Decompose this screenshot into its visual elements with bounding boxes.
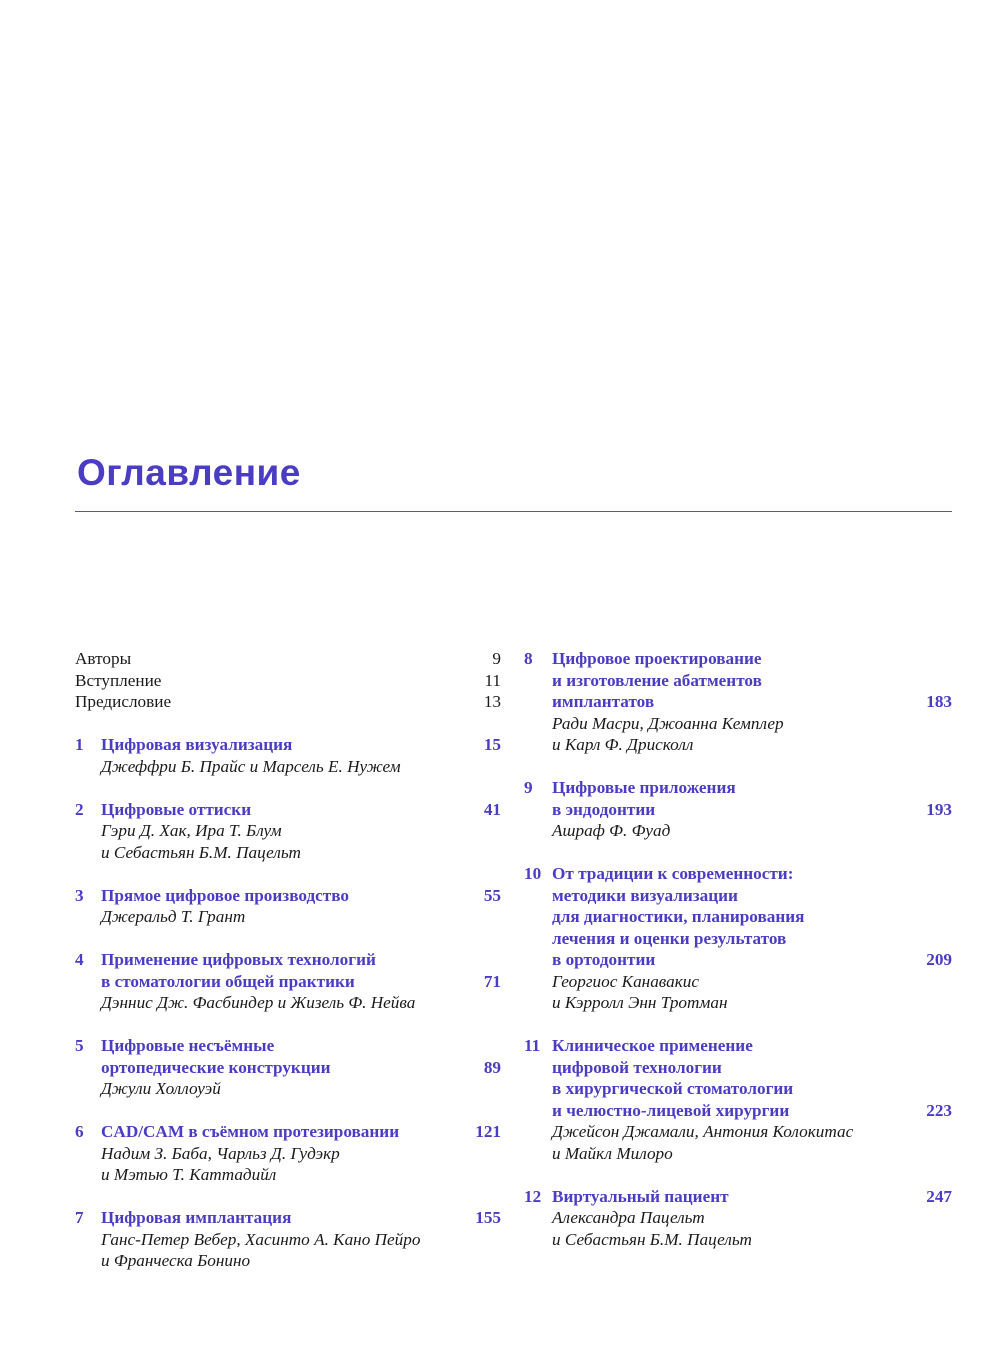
toc-front-entry (75, 648, 501, 670)
chapter-author-line (75, 756, 501, 778)
chapter-title-line (75, 1035, 501, 1057)
chapter-author-line (524, 1143, 952, 1165)
page-number: 41 (483, 799, 501, 819)
toc-chapter-entry (524, 863, 952, 1014)
page-number: 209 (926, 950, 952, 969)
chapter-number: 8 (524, 649, 533, 668)
toc-chapter-entry (75, 1035, 501, 1100)
chapter-title: лечения и оценки результатов (552, 928, 787, 948)
toc-chapter-entry (75, 1207, 501, 1272)
chapter-author-line (75, 1078, 501, 1100)
chapter-title: в хирургической стоматологии (552, 1079, 794, 1098)
spacer (524, 842, 952, 864)
chapter-number: 1 (75, 735, 84, 754)
page-number: 9 (492, 649, 501, 668)
chapter-authors: и Карл Ф. Дрисколл (552, 735, 694, 754)
chapter-title: Виртуальный пациент (552, 1186, 729, 1206)
chapter-authors: и Майкл Милоро (552, 1143, 673, 1163)
chapter-number: 6 (75, 1122, 84, 1141)
chapter-author-line (75, 820, 501, 842)
toc-chapter-entry (75, 734, 501, 777)
spacer (75, 713, 501, 735)
spacer (75, 928, 501, 950)
chapter-authors: Джеффри Б. Прайс и Марсель Е. Нужем (101, 756, 401, 776)
chapter-title: Применение цифровых технологий (101, 950, 376, 969)
chapter-title-line (524, 691, 952, 713)
page-number: 247 (926, 1186, 952, 1206)
chapter-authors: Джули Холлоуэй (101, 1079, 221, 1098)
page-number: 193 (926, 799, 952, 819)
chapter-title-line (75, 949, 501, 971)
chapter-title: в ортодонтии (552, 950, 656, 969)
front-matter-label: Вступление (75, 670, 162, 690)
chapter-authors: Георгиос Канавакис (552, 971, 699, 991)
chapter-authors: и Мэтью Т. Каттадийл (101, 1165, 277, 1184)
chapter-title-line (524, 670, 952, 692)
page-number: 15 (483, 735, 501, 754)
chapter-title-line (524, 1035, 952, 1057)
chapter-number: 4 (75, 950, 84, 969)
spacer (75, 1014, 501, 1036)
chapter-title: Цифровые несъёмные (101, 1036, 275, 1055)
chapter-title-line (75, 885, 501, 907)
chapter-title: цифровой технологии (552, 1057, 722, 1077)
chapter-author-line (524, 1121, 952, 1143)
chapter-number: 11 (524, 1036, 541, 1055)
chapter-title: Прямое цифровое производство (101, 885, 349, 905)
chapter-author-line (524, 820, 952, 842)
chapter-title: CAD/CAM в съёмном протезировании (101, 1122, 400, 1141)
chapter-title-line (524, 1186, 952, 1208)
chapter-authors: Ганс-Петер Вебер, Хасинто А. Кано Пейро (101, 1229, 421, 1249)
chapter-title: Цифровое проектирование (552, 649, 762, 668)
chapter-number: 10 (524, 864, 542, 883)
chapter-title: для диагностики, планирования (552, 907, 805, 926)
toc-right-column (524, 648, 952, 1250)
chapter-author-line (524, 713, 952, 735)
chapter-authors: Ашраф Ф. Фуад (552, 821, 671, 840)
chapter-authors: Надим З. Баба, Чарльз Д. Гудэкр (101, 1143, 340, 1163)
chapter-title: в стоматологии общей практики (101, 971, 355, 991)
chapter-title-line (75, 734, 501, 756)
toc-chapter-entry (75, 799, 501, 864)
chapter-author-line (524, 992, 952, 1014)
chapter-author-line (75, 906, 501, 928)
chapter-author-line (524, 734, 952, 756)
chapter-title: и челюстно-лицевой хирургии (552, 1100, 790, 1120)
chapter-number: 2 (75, 799, 84, 819)
toc-chapter-entry (524, 777, 952, 842)
chapter-title: Цифровые оттиски (101, 799, 252, 819)
chapter-title: и изготовление абатментов (552, 670, 762, 690)
spacer (75, 863, 501, 885)
chapter-author-line (524, 1207, 952, 1229)
chapter-title-line (524, 799, 952, 821)
chapter-author-line (524, 971, 952, 993)
chapter-title-line (75, 1057, 501, 1079)
chapter-number: 5 (75, 1036, 84, 1055)
spacer (524, 1014, 952, 1036)
chapter-author-line (75, 842, 501, 864)
chapter-title-line (524, 949, 952, 971)
chapter-number: 12 (524, 1186, 542, 1206)
chapter-title-line (524, 928, 952, 950)
front-matter-label: Предисловие (75, 692, 172, 711)
chapter-title-line (524, 777, 952, 799)
toc-front-entry (75, 691, 501, 713)
chapter-title: в эндодонтии (552, 799, 656, 819)
toc-chapter-entry (75, 1121, 501, 1186)
chapter-title: Цифровая визуализация (101, 735, 293, 754)
chapter-author-line (75, 992, 501, 1014)
page-number: 55 (483, 885, 501, 905)
chapter-authors: и Франческа Бонино (101, 1251, 251, 1270)
chapter-author-line (75, 1143, 501, 1165)
chapter-title-line (524, 648, 952, 670)
page-number: 183 (926, 692, 952, 711)
chapter-title-line (75, 799, 501, 821)
page-number: 155 (475, 1208, 501, 1227)
page-number: 11 (484, 670, 501, 690)
chapter-title-line (524, 885, 952, 907)
chapter-title: Цифровые приложения (552, 778, 736, 797)
chapter-title-line (524, 1100, 952, 1122)
front-matter-label: Авторы (75, 649, 132, 668)
chapter-title: ортопедические конструкции (101, 1057, 331, 1077)
chapter-number: 3 (75, 885, 84, 905)
spacer (75, 1186, 501, 1208)
chapter-author-line (75, 1164, 501, 1186)
chapter-number: 9 (524, 778, 533, 797)
toc-chapter-entry (524, 1186, 952, 1251)
chapter-authors: Джейсон Джамали, Антония Колокитас (552, 1122, 854, 1141)
chapter-author-line (75, 1250, 501, 1272)
spacer (524, 756, 952, 778)
chapter-title: Клиническое применение (552, 1036, 753, 1055)
chapter-title: методики визуализации (552, 885, 738, 905)
chapter-title-line (75, 971, 501, 993)
chapter-number: 7 (75, 1208, 84, 1227)
toc-chapter-entry (75, 949, 501, 1014)
chapter-title: Цифровая имплантация (101, 1208, 292, 1227)
chapter-authors: Джеральд Т. Грант (101, 907, 246, 926)
page-number: 71 (483, 971, 501, 991)
toc-chapter-entry (75, 885, 501, 928)
chapter-authors: и Себастьян Б.М. Пацельт (552, 1229, 752, 1249)
toc-chapter-entry (524, 1035, 952, 1164)
chapter-authors: Гэри Д. Хак, Ира Т. Блум (101, 821, 282, 840)
chapter-authors: Дэннис Дж. Фасбиндер и Жизель Ф. Нейва (101, 993, 416, 1012)
chapter-title-line (524, 1078, 952, 1100)
page-number: 13 (483, 692, 501, 711)
chapter-authors: и Кэрролл Энн Тротман (552, 993, 728, 1012)
chapter-title-line (524, 906, 952, 928)
chapter-authors: и Себастьян Б.М. Пацельт (101, 842, 301, 862)
chapter-title-line (524, 863, 952, 885)
spacer (75, 777, 501, 799)
spacer (524, 1164, 952, 1186)
page-title: Оглавление (77, 452, 301, 493)
chapter-title: имплантатов (552, 692, 655, 711)
title-divider (75, 511, 952, 512)
page-number: 121 (475, 1122, 501, 1141)
chapter-title-line (75, 1121, 501, 1143)
chapter-authors: Александра Пацельт (552, 1208, 705, 1227)
toc-left-column (75, 648, 501, 1272)
chapter-title-line (524, 1057, 952, 1079)
toc-chapter-entry (524, 648, 952, 756)
spacer (75, 1100, 501, 1122)
chapter-author-line (524, 1229, 952, 1251)
page-number: 223 (926, 1100, 952, 1120)
chapter-title: От традиции к современности: (552, 864, 794, 883)
toc-front-entry (75, 670, 501, 692)
chapter-authors: Ради Масри, Джоанна Кемплер (552, 713, 784, 733)
chapter-title-line (75, 1207, 501, 1229)
page-number: 89 (483, 1057, 501, 1077)
chapter-author-line (75, 1229, 501, 1251)
